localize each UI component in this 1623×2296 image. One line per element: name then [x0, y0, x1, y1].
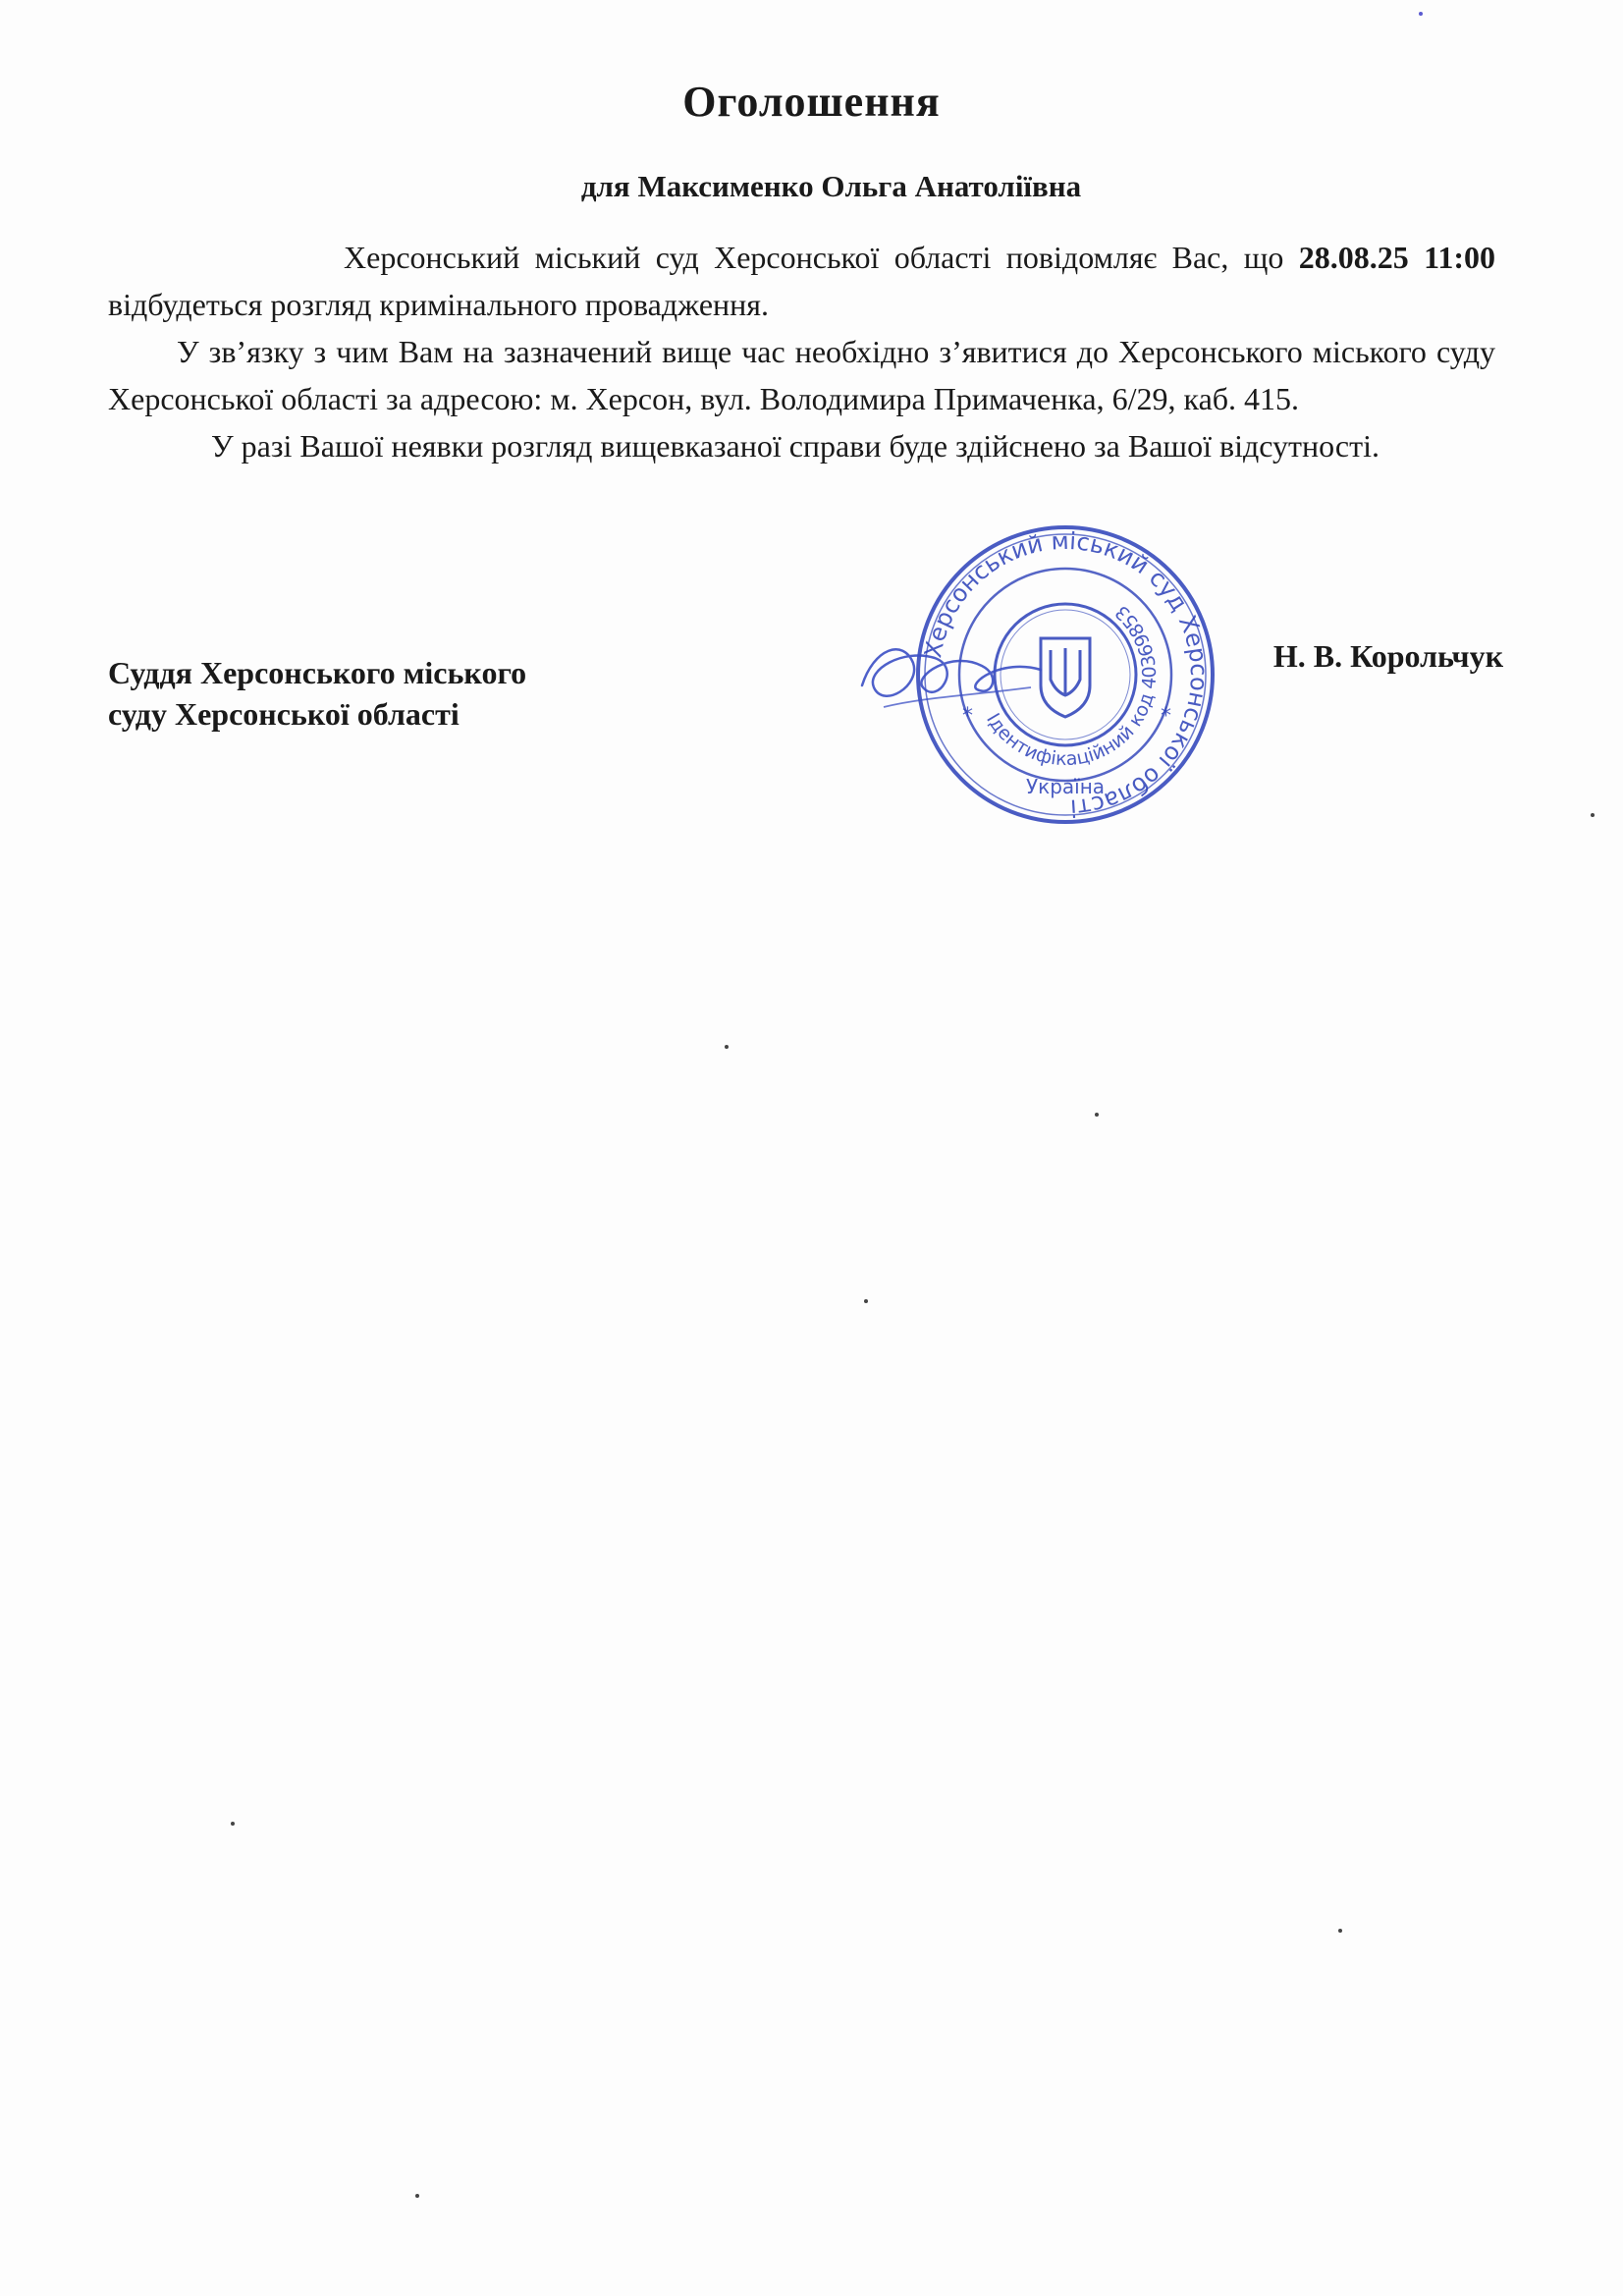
paragraph-hearing: відбудеться розгляд кримінального провадження. [108, 287, 770, 322]
judge-name: Н. В. Корольчук [1272, 638, 1503, 674]
scan-speck [1419, 12, 1423, 16]
svg-text:*: * [962, 704, 973, 729]
stamp-outer-text: Херсонський міський суд Херсонської області [919, 526, 1214, 822]
signature [844, 619, 1060, 727]
scan-speck [231, 1822, 235, 1826]
stamp-inner-text: Ідентифікаційний код 40369853 [982, 600, 1162, 771]
scan-speck [415, 2194, 419, 2198]
judge-position [108, 652, 526, 735]
paragraph-hearing-date [108, 234, 1495, 328]
scan-speck [1095, 1113, 1099, 1117]
paragraph-absence: У разі Вашої неявки розгляд вищевказаної справи буде здійснено за Вашої відсутності. [211, 428, 1380, 464]
judge-position-line2: суду Херсонської області [108, 696, 460, 732]
scan-speck [864, 1299, 868, 1303]
paragraph-address: У зв’язку з чим Вам на зазначений вище час необхідно з’явитися до Херсонського міського суду Херсонської області за адресою: м. Херсон, вул. Володимира Примаченка, 6/29, каб. 415. [108, 334, 1495, 416]
scan-speck [725, 1045, 729, 1049]
notice-body [108, 234, 1495, 469]
recipient-line: для Максименко Ольга Анатоліївна [580, 169, 1082, 203]
document-title: Оголошення [682, 78, 941, 126]
scan-speck [1338, 1929, 1342, 1933]
judge-position-line1: Суддя Херсонського міського [108, 655, 527, 690]
scan-speck [1591, 813, 1595, 817]
stamp-country: Україна [1025, 775, 1106, 798]
hearing-datetime: 28.08.25 11:00 [1298, 240, 1496, 275]
paragraph-intro: Херсонський міський суд Херсонської області повідомляє Вас, що [344, 240, 1299, 275]
svg-text:*: * [1161, 704, 1171, 729]
